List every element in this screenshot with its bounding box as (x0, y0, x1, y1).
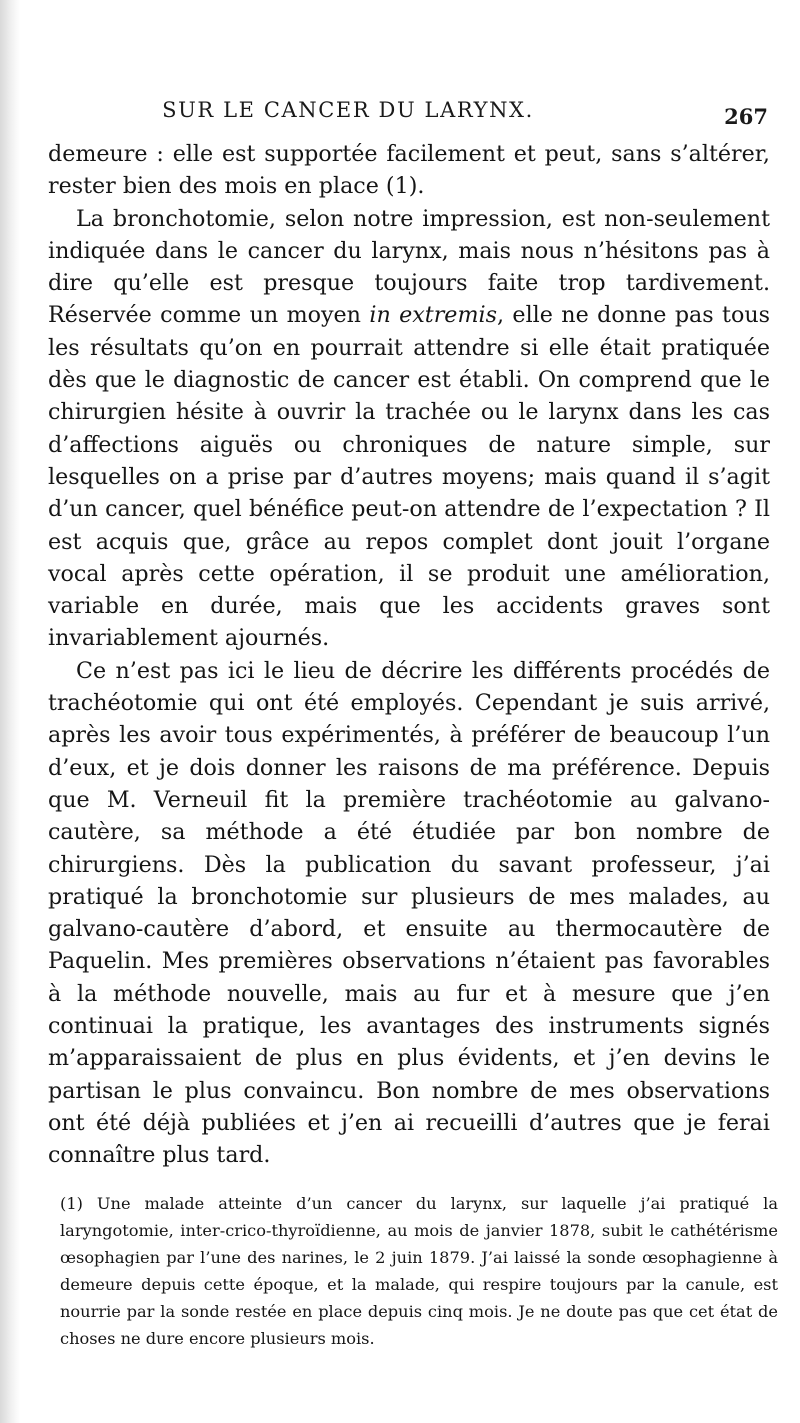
footnote: (1) Une malade atteinte d’un cancer du larynx, sur laquelle j’ai pratiqué la laryngotomie, inter-crico-thyroïdienne, au mois de janvier 1878, subit le cathétérisme œsophagien par l’une des narines, le 2 juin 1879. J’ai laissé la sonde œsophagienne à demeure depuis cette époque, et la malade, qui respire toujours par la canule, est nourrie par la sonde restée en place depuis cinq mois. Je ne doute pas que cet état de choses ne dure encore plusieurs mois. (60, 1194, 778, 1348)
page-gutter-shadow (0, 0, 20, 1423)
paragraph-text-before: La bronchotomie, selon notre impression, est non-seulement indiquée dans le cancer du larynx, mais nous n’hésitons pas à dire qu’elle est presque toujours faite trop tardivement. Réservée comme un moyen (48, 205, 770, 329)
running-head (48, 98, 768, 130)
page-number: 267 (724, 104, 768, 129)
footnotes (60, 1190, 778, 1352)
running-title: SUR LE CANCER DU LARYNX. (162, 98, 534, 122)
paragraph-tracheotomie: Ce n’est pas ici le lieu de décrire les différents procédés de trachéotomie qui ont été employés. Cependant je suis arrivé, après les avoir tous expérimentés, à préférer de beaucoup l’un d’eux, et je dois donner les raisons de ma préférence. Depuis que M. Verneuil fit la première trachéotomie au galvano-cautère, sa méthode a été étudiée par bon nombre de chirurgiens. Dès la publication du savant professeur, j’ai pratiqué la bronchotomie sur plusieurs de mes malades, au galvano-cautère d’abord, et ensuite au thermocautère de Paquelin. Mes premières observations n’étaient pas favorables à la méthode nouvelle, mais au fur et à mesure que j’en continuai la pratique, les avantages des instruments signés m’apparaissaient de plus en plus évidents, et j’en devins le partisan le plus convaincu. Bon nombre de mes observations ont été déjà publiées et j’en ai recueilli d’autres que je ferai connaître plus tard. (48, 657, 770, 1169)
italic-phrase: in extremis (369, 302, 497, 329)
paragraph-continued: demeure : elle est supportée facilement et peut, sans s’altérer, rester bien des mois en place (1). (48, 141, 770, 200)
paragraph-bronchotomie (48, 203, 770, 655)
paragraph-text-after: , elle ne donne pas tous les résultats qu’on en pourrait attendre si elle était pratiquée dès que le diagnostic de cancer est établi. On comprend que le chirurgien hésite à ouvrir la trachée ou le larynx dans les cas d’affections aiguës ou chroniques de nature simple, sur lesquelles on a prise par d’autres moyens; mais quand il s’agit d’un cancer, quel bénéfice peut-on attendre de l’expectation ? Il est acquis que, grâce au repos complet dont jouit l’organe vocal après cette opération, il se produit une amélioration, variable en durée, mais que les accidents graves sont invariablement ajournés. (48, 302, 771, 652)
body-text (48, 138, 770, 1172)
